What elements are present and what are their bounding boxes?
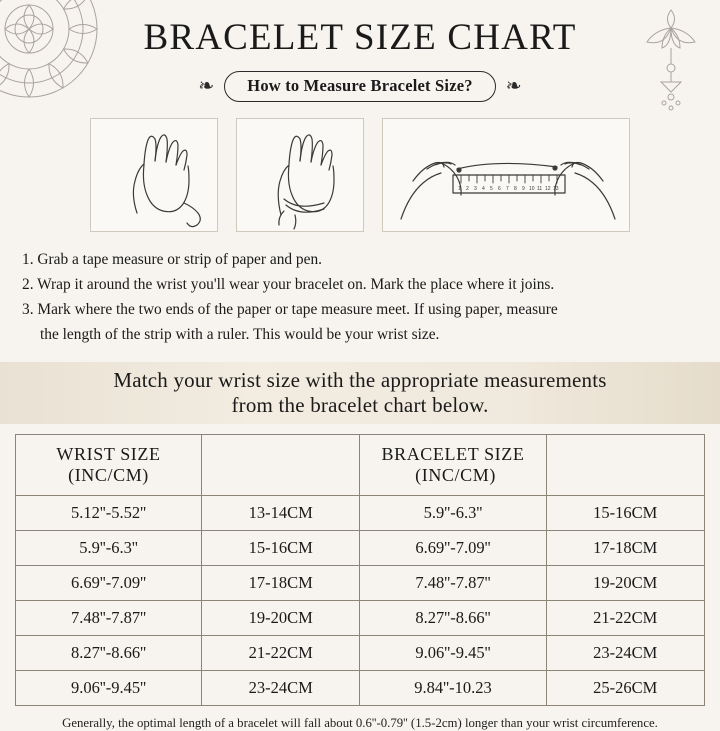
cell-bracelet-inches: 7.48''-7.87'' [360, 565, 546, 600]
cell-wrist-inches: 7.48''-7.87'' [16, 600, 202, 635]
subtitle-pill: How to Measure Bracelet Size? [224, 71, 495, 102]
svg-text:6: 6 [498, 185, 501, 192]
illustration-row [0, 118, 720, 232]
table-row [16, 635, 705, 670]
instructions-list [22, 248, 698, 348]
table-row [16, 600, 705, 635]
instruction-step-2: 2. Wrap it around the wrist you'll wear your bracelet on. Mark the place where it joins. [22, 275, 555, 293]
cell-wrist-inches: 8.27''-8.66'' [16, 635, 202, 670]
table-row [16, 495, 705, 530]
cell-bracelet-inches: 5.9''-6.3'' [360, 495, 546, 530]
flourish-right-icon: ❧ [505, 75, 522, 97]
table-header-row [16, 434, 705, 495]
instruction-step-1: 1. Grab a tape measure or strip of paper and pen. [22, 250, 322, 268]
cell-bracelet-cm: 23-24CM [546, 635, 705, 670]
header-wrist-size-unit: (INC/CM) [68, 464, 149, 485]
instruction-step-3: 3. Mark where the two ends of the paper or tape measure meet. If using paper, measure [22, 300, 558, 318]
svg-text:2: 2 [466, 185, 469, 192]
cell-wrist-cm: 19-20CM [202, 600, 360, 635]
cell-wrist-cm: 23-24CM [202, 670, 360, 705]
svg-text:4: 4 [482, 185, 485, 192]
cell-wrist-cm: 21-22CM [202, 635, 360, 670]
cell-wrist-inches: 5.12''-5.52'' [16, 495, 202, 530]
banner-line-1: Match your wrist size with the appropriate measurements [113, 367, 607, 392]
svg-text:9: 9 [522, 185, 525, 192]
cell-wrist-inches: 9.06''-9.45'' [16, 670, 202, 705]
instruction-step-3-continued [22, 323, 698, 348]
banner-line-2: from the bracelet chart below. [231, 392, 489, 417]
svg-text:11: 11 [537, 185, 543, 192]
table-row [16, 530, 705, 565]
svg-text:3: 3 [474, 185, 477, 192]
flourish-left-icon: ❧ [198, 75, 215, 97]
cell-bracelet-inches: 9.84''-10.23 [360, 670, 546, 705]
svg-text:10: 10 [529, 185, 535, 192]
cell-bracelet-inches: 8.27''-8.66'' [360, 600, 546, 635]
size-chart-table [15, 434, 705, 706]
cell-bracelet-cm: 21-22CM [546, 600, 705, 635]
svg-text:1: 1 [458, 185, 461, 192]
svg-text:7: 7 [506, 185, 509, 192]
header-bracelet-size-label: BRACELET SIZE [381, 443, 525, 464]
cell-bracelet-cm: 17-18CM [546, 530, 705, 565]
cell-wrist-inches: 5.9''-6.3'' [16, 530, 202, 565]
cell-bracelet-inches: 6.69''-7.09'' [360, 530, 546, 565]
cell-wrist-cm: 17-18CM [202, 565, 360, 600]
cell-bracelet-cm: 15-16CM [546, 495, 705, 530]
header-wrist-size-label: WRIST SIZE [56, 443, 161, 464]
match-size-banner [0, 362, 720, 424]
cell-wrist-cm: 15-16CM [202, 530, 360, 565]
svg-text:12: 12 [545, 185, 551, 192]
illustration-hand-with-tape-strip [90, 118, 218, 232]
svg-text:13: 13 [553, 185, 559, 192]
cell-wrist-inches: 6.69''-7.09'' [16, 565, 202, 600]
page-title: BRACELET SIZE CHART [143, 17, 577, 58]
cell-wrist-cm: 13-14CM [202, 495, 360, 530]
svg-text:5: 5 [490, 185, 493, 192]
table-row [16, 565, 705, 600]
header-wrist-size-cm [202, 434, 360, 495]
cell-bracelet-inches: 9.06''-9.45'' [360, 635, 546, 670]
cell-bracelet-cm: 19-20CM [546, 565, 705, 600]
instruction-step-3-continued-text: the length of the strip with a ruler. This would be your wrist size. [40, 325, 440, 343]
header-bracelet-size-unit: (INC/CM) [415, 464, 496, 485]
footnote-text: Generally, the optimal length of a bracelet will fall about 0.6''-0.79'' (1.5-2cm) longer than your wrist circumference. [62, 715, 658, 730]
header-bracelet-size-cm [546, 434, 705, 495]
header-wrist-size [16, 434, 202, 495]
illustration-measuring-with-ruler [382, 118, 630, 232]
table-row [16, 670, 705, 705]
illustration-hand-with-bracelet [236, 118, 364, 232]
header-bracelet-size [360, 434, 546, 495]
svg-text:8: 8 [514, 185, 517, 192]
subtitle-row [0, 71, 720, 102]
cell-bracelet-cm: 25-26CM [546, 670, 705, 705]
